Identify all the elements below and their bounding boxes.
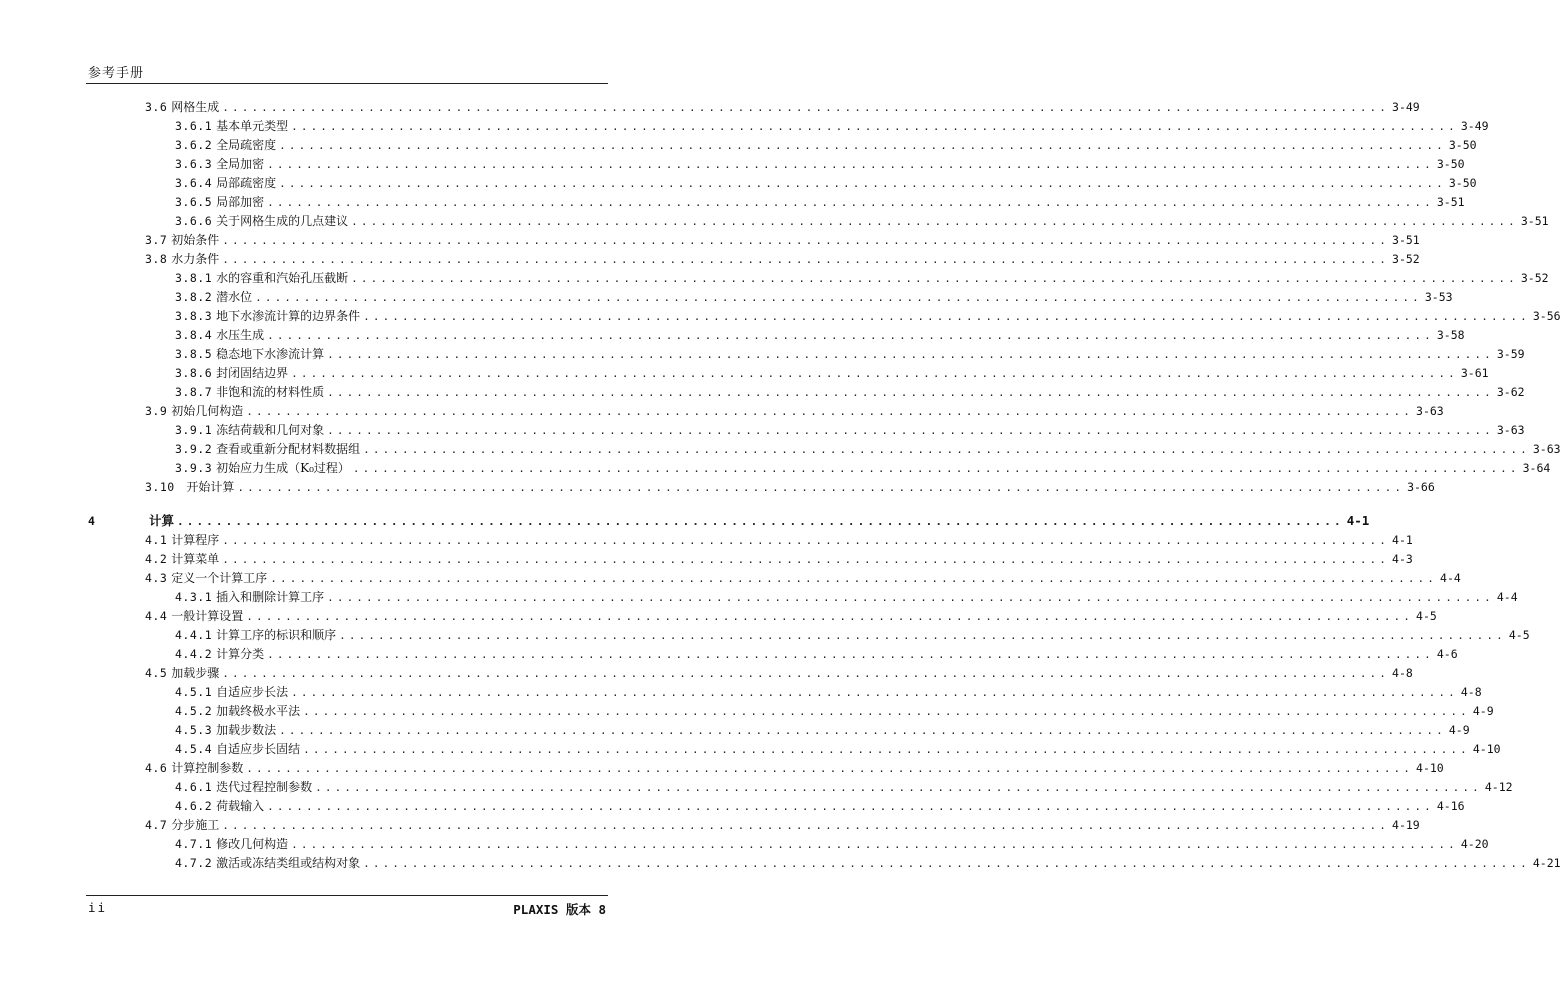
- toc-entry-number: 3.9.1: [175, 423, 213, 437]
- toc-leader-dots: ........................................................................................................................: [279, 139, 1446, 152]
- toc-entry-number: 4.5: [145, 666, 168, 680]
- toc-entry-number: 4.5.2: [175, 704, 213, 718]
- toc-entry-title: 水压生成: [216, 328, 265, 342]
- toc-entry-page: 4-10: [1416, 761, 1444, 775]
- toc-entry-number: 3.6.1: [175, 119, 213, 133]
- toc-leader-dots: ........................................................................................................................: [222, 819, 1390, 832]
- toc-entry-title: 非饱和流的材料性质: [216, 385, 325, 399]
- toc-entry[interactable]: [175, 440, 1561, 458]
- toc-entry-number: 4.7.1: [175, 837, 213, 851]
- toc-entry-page: 4-19: [1392, 818, 1420, 832]
- toc-entry-title: 潜水位: [216, 290, 253, 304]
- toc-entry-number: 4.5.1: [175, 685, 213, 699]
- toc-leader-dots: ........................................................................................................................: [222, 667, 1390, 680]
- toc-leader-dots: ........................................................................................................................: [351, 272, 1518, 285]
- toc-leader-dots: ........................................................................................................................: [246, 762, 1414, 775]
- toc-leader-dots: ........................................................................................................................: [222, 101, 1390, 114]
- toc-leader-dots: ........................................................................................................................: [267, 158, 1434, 171]
- toc-entry[interactable]: [175, 421, 1525, 439]
- toc-entry-title: 地下水渗流计算的边界条件: [216, 309, 361, 323]
- toc-leader-dots: ........................................................................................................................: [327, 424, 1494, 437]
- toc-entry-title: 激活或冻结类组或结构对象: [216, 856, 361, 870]
- toc-leader-dots: ........................................................................................................................: [291, 838, 1458, 851]
- toc-entry-page: 3-58: [1436, 328, 1465, 342]
- toc-entry-page: 4-8: [1460, 685, 1482, 699]
- toc-leader-dots: ........................................................................................................................: [363, 443, 1530, 456]
- toc-entry-page: 3-51: [1392, 233, 1420, 247]
- toc-entry-title: 全局疏密度: [216, 138, 277, 152]
- toc-entry-page: 3-52: [1392, 252, 1420, 266]
- toc-entry[interactable]: [175, 683, 1482, 701]
- toc-entry[interactable]: [175, 212, 1549, 230]
- toc-leader-dots: ........................................................................................................................: [339, 629, 1506, 642]
- toc-entry[interactable]: [175, 288, 1453, 306]
- toc-entry-page: 4-6: [1436, 647, 1458, 661]
- toc-entry-title: 关于网格生成的几点建议: [216, 214, 349, 228]
- toc-entry-title: 基本单元类型: [216, 119, 289, 133]
- toc-entry-page: 4-5: [1508, 628, 1530, 642]
- running-header: 参考手册: [88, 66, 145, 81]
- toc-entry-number: 3.6.4: [175, 176, 213, 190]
- toc-entry-page: 3-51: [1436, 195, 1465, 209]
- toc-leader-dots: ........................................................................................................................: [222, 253, 1390, 266]
- toc-entry-page: 3-61: [1460, 366, 1489, 380]
- toc-leader-dots: ........................................................................................................................: [363, 310, 1530, 323]
- toc-entry-number: 3.6.6: [175, 214, 213, 228]
- toc-entry-number: 3.8: [145, 252, 168, 266]
- toc-entry-page: 4-3: [1392, 552, 1413, 566]
- header-divider: [86, 83, 608, 84]
- toc-entry-page: 3-59: [1496, 347, 1525, 361]
- toc-entry[interactable]: [175, 193, 1465, 211]
- toc-entry-number: 4: [88, 514, 96, 528]
- toc-entry[interactable]: [145, 531, 1413, 549]
- toc-entry-number: 4.3: [145, 571, 168, 585]
- toc-entry-page: 3-63: [1496, 423, 1525, 437]
- toc-entry-title: 开始计算: [178, 480, 235, 494]
- toc-entry-page: 3-53: [1424, 290, 1453, 304]
- toc-entry-number: 4.4.1: [175, 628, 213, 642]
- toc-entry-page: 3-64: [1522, 461, 1551, 475]
- toc-leader-dots: ........................................................................................................................: [246, 405, 1414, 418]
- toc-entry-page: 3-50: [1436, 157, 1465, 171]
- toc-entry-number: 4.7: [145, 818, 168, 832]
- toc-entry-page: 3-50: [1448, 176, 1477, 190]
- toc-entry[interactable]: [145, 569, 1461, 587]
- toc-entry-title: 初始几何构造: [171, 404, 244, 418]
- toc-leader-dots: ........................................................................................................................: [291, 367, 1458, 380]
- toc-entry-title: 计算程序: [171, 533, 220, 547]
- toc-entry[interactable]: [175, 307, 1561, 325]
- toc-leader-dots: ........................................................................................................................: [270, 572, 1438, 585]
- toc-chapter-entry[interactable]: [88, 512, 1370, 530]
- toc-entry-number: 4.6.2: [175, 799, 213, 813]
- toc-entry-page: 4-9: [1472, 704, 1494, 718]
- toc-leader-dots: ........................................................................................................................: [255, 291, 1422, 304]
- toc-entry-title: 插入和删除计算工序: [216, 590, 325, 604]
- toc-entry-page: 3-56: [1532, 309, 1561, 323]
- toc-entry[interactable]: [175, 626, 1530, 644]
- toc-entry[interactable]: [145, 607, 1437, 625]
- toc-leader-dots: ........................................................................................................................: [327, 591, 1494, 604]
- toc-entry-title: 封闭固结边界: [216, 366, 289, 380]
- toc-entry-number: 3.7: [145, 233, 168, 247]
- toc-entry-page: 3-52: [1520, 271, 1549, 285]
- toc-leader-dots: ........................................................................................................................: [177, 515, 1344, 528]
- footer-divider: [86, 895, 608, 896]
- toc-entry[interactable]: [175, 702, 1494, 720]
- toc-entry-page: 4-20: [1460, 837, 1489, 851]
- toc-entry[interactable]: [175, 778, 1513, 796]
- toc-entry-title: 稳态地下水渗流计算: [216, 347, 325, 361]
- toc-entry-number: 4.6: [145, 761, 168, 775]
- toc-entry-title: 水的容重和汽始孔压截断: [216, 271, 349, 285]
- toc-entry[interactable]: [175, 588, 1518, 606]
- toc-entry-page: 4-9: [1448, 723, 1470, 737]
- toc-leader-dots: ........................................................................................................................: [303, 743, 1470, 756]
- toc-entry[interactable]: [145, 231, 1420, 249]
- toc-entry-number: 3.6: [145, 100, 168, 114]
- toc-entry-number: 3.8.5: [175, 347, 213, 361]
- toc-leader-dots: ........................................................................................................................: [267, 329, 1434, 342]
- toc-entry-title: 计算菜单: [171, 552, 220, 566]
- toc-leader-dots: ........................................................................................................................: [315, 781, 1482, 794]
- toc-entry-page: 4-1: [1392, 533, 1413, 547]
- toc-entry-number: 3.9: [145, 404, 168, 418]
- toc-leader-dots: ........................................................................................................................: [222, 534, 1390, 547]
- toc-entry-title: 局部加密: [216, 195, 265, 209]
- toc-entry-page: 4-4: [1440, 571, 1461, 585]
- toc-leader-dots: ........................................................................................................................: [237, 481, 1405, 494]
- toc-entry[interactable]: [175, 835, 1489, 853]
- toc-entry-page: 4-8: [1392, 666, 1413, 680]
- toc-leader-dots: ........................................................................................................................: [291, 686, 1458, 699]
- toc-leader-dots: ........................................................................................................................: [291, 120, 1458, 133]
- toc-entry[interactable]: [175, 174, 1477, 192]
- toc-entry-number: 4.4.2: [175, 647, 213, 661]
- toc-entry-page: 3-49: [1392, 100, 1420, 114]
- toc-entry-title: 分步施工: [171, 818, 220, 832]
- toc-entry-title: 迭代过程控制参数: [216, 780, 313, 794]
- toc-entry-page: 4-5: [1416, 609, 1437, 623]
- toc-entry-title: 网格生成: [171, 100, 220, 114]
- toc-entry-page: 3-63: [1532, 442, 1561, 456]
- toc-entry[interactable]: [175, 721, 1470, 739]
- toc-entry[interactable]: [175, 740, 1501, 758]
- toc-entry[interactable]: [175, 345, 1525, 363]
- toc-entry-number: 3.8.1: [175, 271, 213, 285]
- toc-entry-number: 3.6.2: [175, 138, 213, 152]
- toc-leader-dots: ........................................................................................................................: [267, 648, 1434, 661]
- toc-entry-title: 荷载输入: [216, 799, 265, 813]
- product-version: PLAXIS 版本 8: [513, 902, 606, 917]
- toc-entry-title: 一般计算设置: [171, 609, 244, 623]
- toc-leader-dots: ........................................................................................................................: [327, 386, 1494, 399]
- toc-entry-number: 4.4: [145, 609, 168, 623]
- toc-entry-title: 初始应力生成（K₀过程）: [216, 461, 350, 475]
- toc-entry[interactable]: [175, 326, 1465, 344]
- toc-entry[interactable]: [175, 797, 1465, 815]
- toc-entry[interactable]: [145, 250, 1420, 268]
- toc-entry-number: 4.5.3: [175, 723, 213, 737]
- toc-entry-page: 4-16: [1436, 799, 1465, 813]
- toc-entry-page: 4-4: [1496, 590, 1518, 604]
- toc-entry[interactable]: [175, 383, 1525, 401]
- toc-entry-page: 4-12: [1484, 780, 1513, 794]
- toc-leader-dots: ........................................................................................................................: [279, 177, 1446, 190]
- toc-entry-title: 水力条件: [171, 252, 220, 266]
- toc-entry[interactable]: [175, 155, 1465, 173]
- toc-entry-page: 3-50: [1448, 138, 1477, 152]
- toc-entry[interactable]: [145, 759, 1444, 777]
- toc-entry-title: 计算工序的标识和顺序: [216, 628, 337, 642]
- toc-entry-number: 4.6.1: [175, 780, 213, 794]
- toc-entry-title: 查看或重新分配材料数据组: [216, 442, 361, 456]
- toc-entry-page: 3-63: [1416, 404, 1444, 418]
- toc-entry-number: 4.1: [145, 533, 168, 547]
- toc-leader-dots: ........................................................................................................................: [327, 348, 1494, 361]
- toc-entry-title: 自适应步长法: [216, 685, 289, 699]
- toc-entry-page: 4-21: [1532, 856, 1561, 870]
- toc-entry-number: 4.7.2: [175, 856, 213, 870]
- toc-entry-title: 加载步数法: [216, 723, 277, 737]
- toc-entry-title: 自适应步长固结: [216, 742, 301, 756]
- toc-entry-number: 3.9.3: [175, 461, 213, 475]
- toc-entry-number: 3.6.5: [175, 195, 213, 209]
- toc-leader-dots: ........................................................................................................................: [246, 610, 1414, 623]
- toc-entry-number: 4.3.1: [175, 590, 213, 604]
- toc-entry-number: 3.10: [145, 480, 175, 494]
- toc-leader-dots: ........................................................................................................................: [222, 553, 1390, 566]
- toc-entry-number: 3.8.2: [175, 290, 213, 304]
- toc-entry[interactable]: [145, 478, 1435, 496]
- toc-entry[interactable]: [175, 136, 1477, 154]
- toc-entry[interactable]: [145, 402, 1444, 420]
- toc-entry-page: 3-62: [1496, 385, 1525, 399]
- toc-entry-page: 4-10: [1472, 742, 1501, 756]
- toc-entry-number: 3.8.3: [175, 309, 213, 323]
- toc-entry-title: 局部疏密度: [216, 176, 277, 190]
- toc-entry-title: 初始条件: [171, 233, 220, 247]
- toc-entry[interactable]: [175, 117, 1489, 135]
- toc-entry-number: 4.2: [145, 552, 168, 566]
- toc-entry-title: 计算分类: [216, 647, 265, 661]
- toc-entry-title: 冻结荷载和几何对象: [216, 423, 325, 437]
- toc-entry[interactable]: [175, 645, 1458, 663]
- page-number: ii: [88, 900, 108, 915]
- toc-entry[interactable]: [145, 98, 1420, 116]
- toc-leader-dots: ........................................................................................................................: [279, 724, 1446, 737]
- toc-entry-page: 3-49: [1460, 119, 1489, 133]
- toc-entry-number: 3.9.2: [175, 442, 213, 456]
- toc-entry[interactable]: [175, 459, 1551, 477]
- toc-entry-number: 3.8.7: [175, 385, 213, 399]
- toc-entry-number: 3.8.4: [175, 328, 213, 342]
- toc-leader-dots: ........................................................................................................................: [351, 215, 1518, 228]
- toc-entry-number: 4.5.4: [175, 742, 213, 756]
- toc-entry-title: 加载步骤: [171, 666, 220, 680]
- toc-entry[interactable]: [175, 364, 1489, 382]
- toc-entry-title: 加载终极水平法: [216, 704, 301, 718]
- toc-entry-number: 3.8.6: [175, 366, 213, 380]
- toc-entry-title: 计算控制参数: [171, 761, 244, 775]
- toc-leader-dots: ........................................................................................................................: [363, 857, 1530, 870]
- toc-entry-title: 定义一个计算工序: [171, 571, 268, 585]
- toc-leader-dots: ........................................................................................................................: [303, 705, 1470, 718]
- toc-entry-page: 3-66: [1407, 480, 1435, 494]
- toc-leader-dots: ........................................................................................................................: [267, 196, 1434, 209]
- toc-leader-dots: ........................................................................................................................: [267, 800, 1434, 813]
- toc-entry[interactable]: [175, 854, 1561, 872]
- toc-entry-title: 修改几何构造: [216, 837, 289, 851]
- toc-entry-page: 3-51: [1520, 214, 1549, 228]
- toc-entry[interactable]: [175, 269, 1549, 287]
- toc-entry-page: 4-1: [1346, 513, 1370, 528]
- toc-entry[interactable]: [145, 664, 1413, 682]
- toc-leader-dots: ........................................................................................................................: [222, 234, 1390, 247]
- toc-leader-dots: ........................................................................................................................: [352, 462, 1520, 475]
- toc-entry-title: 计算: [149, 513, 175, 528]
- toc-entry[interactable]: [145, 550, 1413, 568]
- toc-entry[interactable]: [145, 816, 1420, 834]
- toc-entry-title: 全局加密: [216, 157, 265, 171]
- toc-entry-number: 3.6.3: [175, 157, 213, 171]
